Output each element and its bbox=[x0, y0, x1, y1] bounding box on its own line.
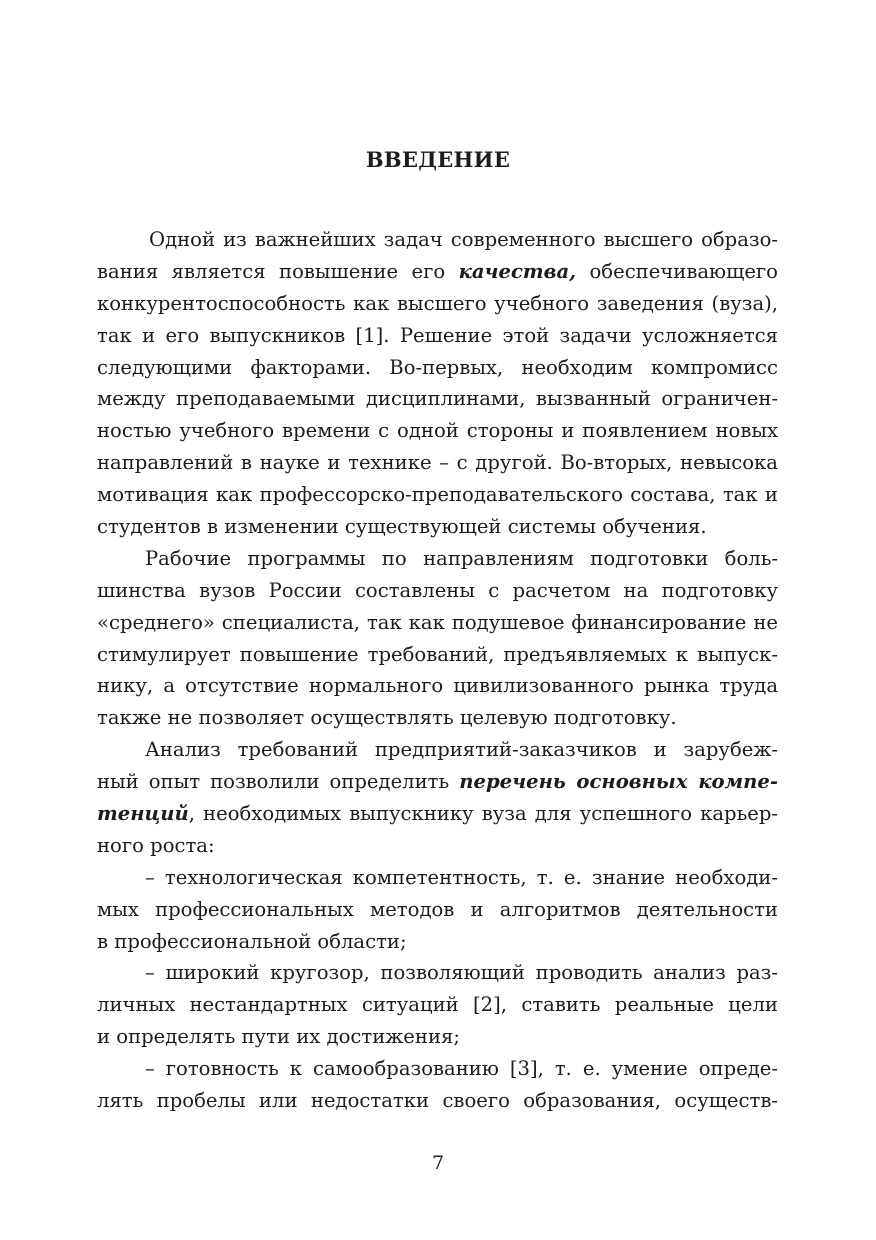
text-segment: вания является повышение его bbox=[97, 259, 459, 283]
text-line: ностью учебного времени с одной стороны и появлением новых bbox=[97, 419, 778, 443]
text-line: нику, а отсутствие нормального цивилизованного рынка труда bbox=[97, 674, 778, 698]
text-line: лять пробелы или недостатки своего образования, осуществ- bbox=[97, 1089, 778, 1113]
text-line: – широкий кругозор, позволяющий проводить анализ раз- bbox=[145, 961, 778, 985]
text-line: между преподаваемыми дисциплинами, вызванный ограничен- bbox=[97, 387, 778, 411]
text-line bbox=[97, 766, 778, 798]
text-line: – готовность к самообразованию [3], т. е. умение опреде- bbox=[145, 1057, 778, 1081]
text-line: шинства вузов России составлены с расчетом на подготовку bbox=[97, 578, 778, 602]
text-line: ного роста: bbox=[97, 833, 215, 857]
text-line: Анализ требований предприятий-заказчиков и зарубеж- bbox=[145, 738, 778, 762]
text-line: – технологическая компетентность, т. е. знание необходи- bbox=[145, 865, 778, 889]
text-line: конкурентоспособность как высшего учебного заведения (вуза), bbox=[97, 291, 778, 315]
emphasized-term: качества, bbox=[458, 259, 577, 283]
text-line: Рабочие программы по направлениям подготовки боль- bbox=[145, 546, 778, 570]
text-line: студентов в изменении существующей системы обучения. bbox=[97, 515, 707, 539]
text-segment: обеспечивающего bbox=[576, 259, 778, 283]
text-line: направлений в науке и технике – с другой. Во-вторых, невысока bbox=[97, 451, 778, 475]
text-line: мых профессиональных методов и алгоритмов деятельности bbox=[97, 897, 778, 921]
text-line: и определять пути их достижения; bbox=[97, 1025, 460, 1049]
text-line: следующими факторами. Во-первых, необходим компромисс bbox=[97, 355, 778, 379]
text-segment: , необходимых выпускнику вуза для успешного карьер- bbox=[188, 802, 778, 826]
text-line: также не позволяет осуществлять целевую подготовку. bbox=[97, 706, 677, 730]
text-line: личных нестандартных ситуаций [2], ставить реальные цели bbox=[97, 993, 778, 1017]
text-line bbox=[97, 798, 778, 830]
body-text bbox=[97, 224, 778, 1117]
emphasized-term: перечень основных компе- bbox=[459, 770, 778, 794]
page-number: 7 bbox=[431, 1152, 445, 1174]
text-line: «среднего» специалиста, так как подушевое финансирование не bbox=[97, 610, 778, 634]
text-line: мотивация как профессорско-преподавательского состава, так и bbox=[97, 483, 778, 507]
text-line: стимулирует повышение требований, предъявляемых к выпуск- bbox=[97, 642, 778, 666]
text-line: так и его выпускников [1]. Решение этой задачи усложняется bbox=[97, 323, 778, 347]
text-line: Одной из важнейших задач современного высшего образо- bbox=[149, 228, 778, 251]
text-segment: ный опыт позволили определить bbox=[97, 770, 460, 794]
text-line bbox=[97, 256, 778, 288]
text-line: в профессиональной области; bbox=[97, 929, 407, 953]
emphasized-term: тенций bbox=[97, 802, 189, 826]
page-title: ВВЕДЕНИЕ bbox=[365, 147, 511, 172]
